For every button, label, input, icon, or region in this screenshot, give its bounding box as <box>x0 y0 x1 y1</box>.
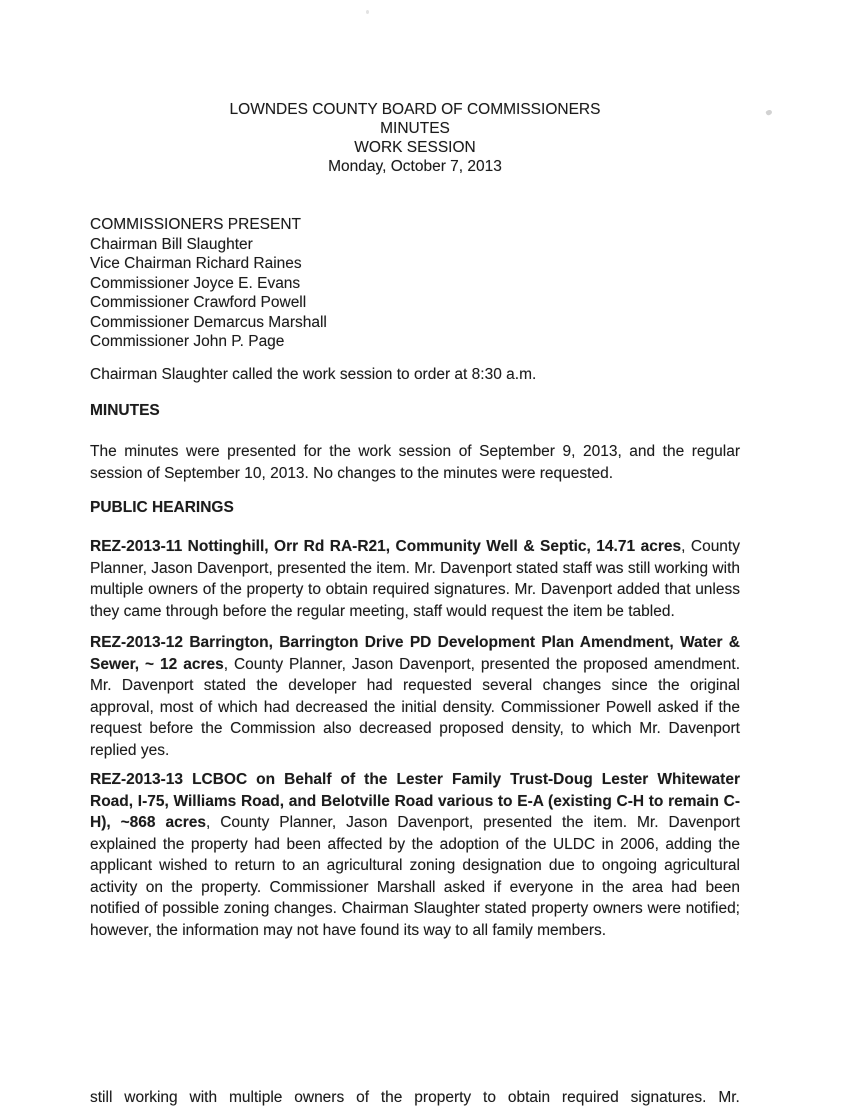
partial-line-word: of <box>356 1089 370 1106</box>
call-to-order-line: Chairman Slaughter called the work session to order at 8:30 a.m. <box>90 365 537 383</box>
attendance-heading: COMMISSIONERS PRESENT <box>90 216 301 233</box>
next-page-partial-line <box>90 1087 740 1108</box>
attendee-line: Commissioner John P. Page <box>90 333 285 350</box>
hearing-item-rez-2013-12 <box>90 632 740 761</box>
document-subtitle-minutes: MINUTES <box>380 120 450 137</box>
hearing-item-lead: REZ-2013-11 Nottinghill, Orr Rd RA-R21, Community Well & Septic, 14.71 acres <box>90 538 682 555</box>
hearing-item-lead: REZ-2013-13 LCBOC on Behalf of the Lester Family Trust-Doug Lester Whitewater Road, I-75, Williams Road, and Belotville Road various to E-A (existing C-H to remain C-H), ~868 acres <box>90 771 740 831</box>
attendee-line: Commissioner Joyce E. Evans <box>90 274 301 292</box>
attendee-line: Commissioner Demarcus Marshall <box>90 313 327 331</box>
minutes-section-heading: MINUTES <box>90 402 160 419</box>
attendance-section <box>90 215 740 352</box>
public-hearings-heading: PUBLIC HEARINGS <box>90 499 234 516</box>
partial-line-word: to <box>483 1089 496 1106</box>
partial-line-word: the <box>380 1089 403 1106</box>
hearing-item-rez-2013-13 <box>90 769 740 941</box>
partial-line-word: property <box>414 1089 472 1106</box>
document-date: Monday, October 7, 2013 <box>328 158 502 175</box>
partial-line-word: obtain <box>507 1089 551 1106</box>
partial-line-word: multiple <box>228 1089 283 1106</box>
hearing-item-body: , County Planner, Jason Davenport, presented the item. Mr. Davenport explained the property had been affected by the adoption of the ULDC in 2006, adding the applicant wished to return to an agricultural zoning designation due to ongoing agricultural activity on the property. Commissioner Marshall asked if everyone in the area had been notified of possible zoning changes. Chairman Slaughter stated property owners were notified; however, the information may not have found its way to all family members. <box>90 814 740 939</box>
attendee-line: Chairman Bill Slaughter <box>90 235 253 253</box>
scan-artifact-speck <box>765 109 773 116</box>
document-subtitle-session: WORK SESSION <box>354 139 476 156</box>
partial-line-word: Mr. <box>718 1089 740 1106</box>
partial-line-word: still <box>90 1089 113 1106</box>
partial-line-word: with <box>189 1089 218 1106</box>
partial-line-word: signatures. <box>630 1089 707 1106</box>
document-title: LOWNDES COUNTY BOARD OF COMMISSIONERS <box>229 101 601 118</box>
hearing-item-body: , County Planner, Jason Davenport, presented the proposed amendment. Mr. Davenport stated the developer had requested several changes since the original approval, most of which had decreased the initial density. Commissioner Powell asked if the request before the Commission also decreased proposed density, to which Mr. Davenport replied yes. <box>90 655 741 759</box>
hearing-item-body: , County Planner, Jason Davenport, presented the item. Mr. Davenport stated staff was still working with multiple owners of the property to obtain required signatures. Mr. Davenport added that unless they came through before the regular meeting, staff would request the item be tabled. <box>90 538 740 620</box>
hearing-item-rez-2013-11 <box>90 536 740 622</box>
document-header <box>90 100 740 176</box>
partial-line-word: working <box>124 1089 178 1106</box>
document-body <box>90 0 740 941</box>
minutes-paragraph: The minutes were presented for the work session of September 9, 2013, and the regular session of September 10, 2013. No changes to the minutes were requested. <box>90 443 740 482</box>
partial-line-word: required <box>561 1089 619 1106</box>
partial-line-word: owners <box>294 1089 345 1106</box>
attendee-line: Vice Chairman Richard Raines <box>90 255 302 272</box>
attendee-line: Commissioner Crawford Powell <box>90 294 307 311</box>
hearing-item-lead: REZ-2013-12 Barrington, Barrington Drive PD Development Plan Amendment, Water & Sewer, ~ 12 acres <box>90 634 740 673</box>
